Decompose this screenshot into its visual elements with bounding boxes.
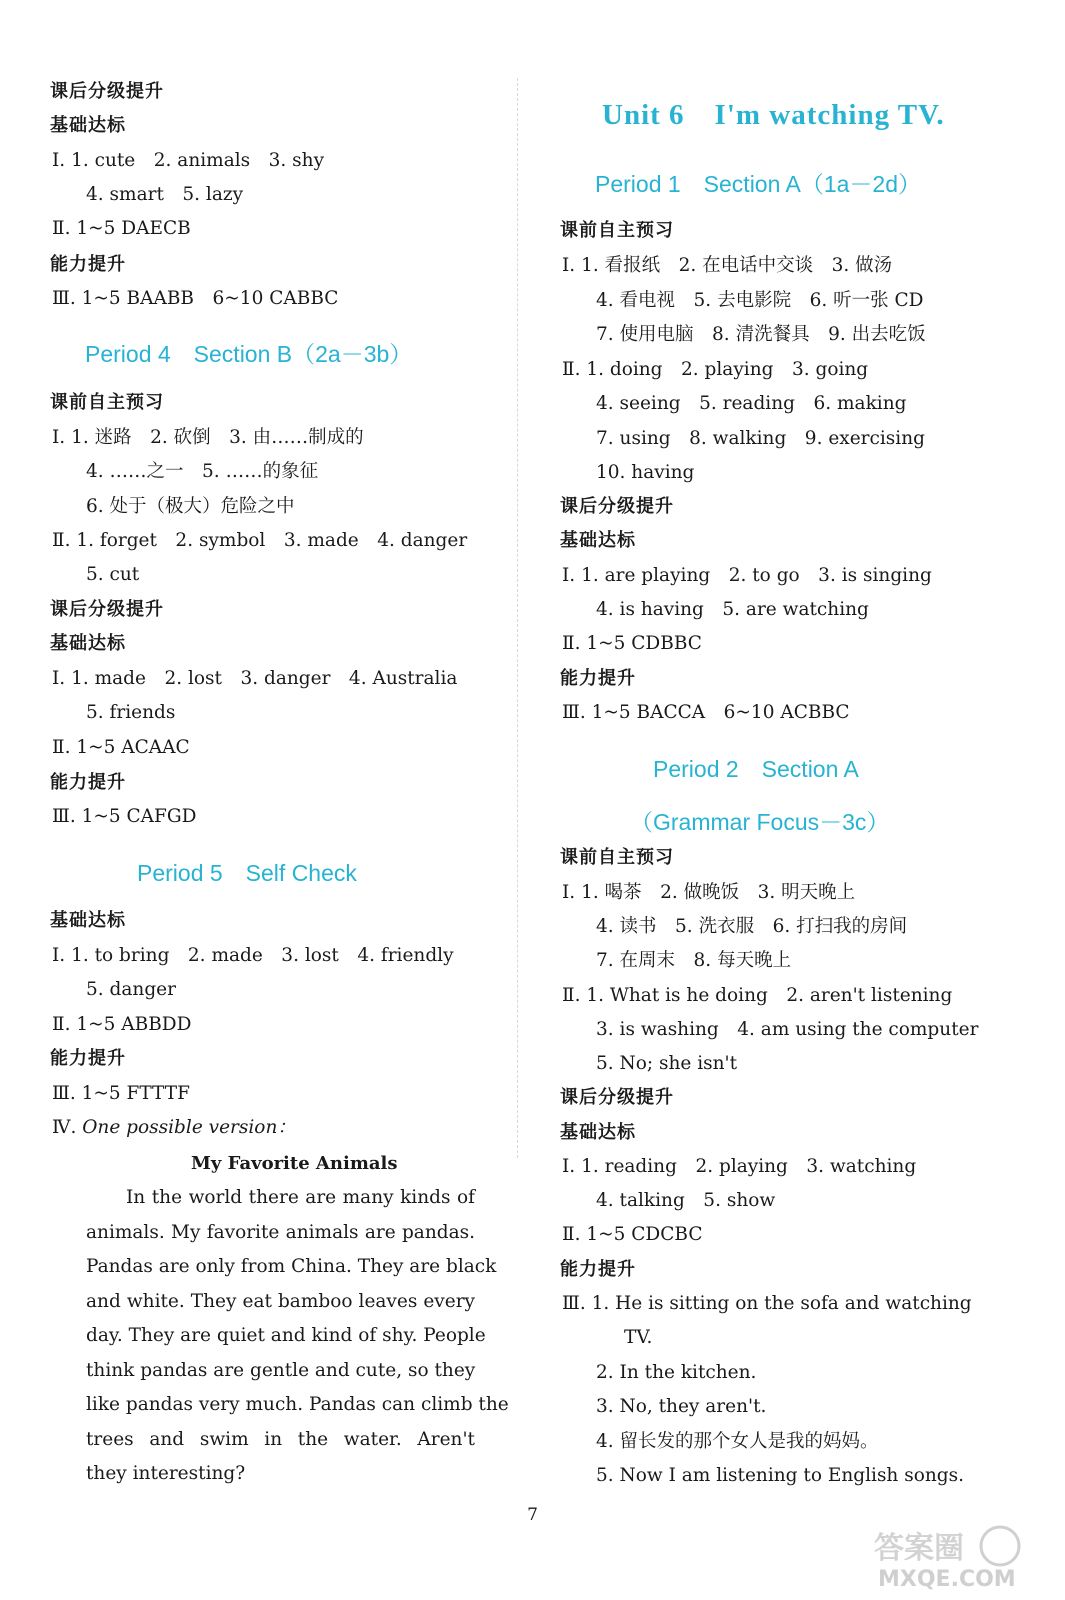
answer-line: Ⅱ. 1~5 CDBBC xyxy=(562,633,702,654)
answer-line: 3. No, they aren't. xyxy=(596,1396,767,1417)
heading-after-class: 课后分级提升 xyxy=(560,1087,674,1108)
answer-line: Ⅰ. 1. to bring 2. made 3. lost 4. friendly xyxy=(52,945,454,966)
answer-line: Ⅱ. 1~5 DAECB xyxy=(52,218,191,239)
answer-line: 4. talking 5. show xyxy=(596,1190,776,1211)
heading-after-class: 课后分级提升 xyxy=(560,496,674,517)
watermark-top: 答案圈 xyxy=(874,1531,964,1566)
answer-line: 4. seeing 5. reading 6. making xyxy=(596,393,907,414)
answer-line: 7. 使用电脑 8. 清洗餐具 9. 出去吃饭 xyxy=(596,324,926,345)
watermark xyxy=(868,1520,1048,1590)
heading-before-class: 课前自主预习 xyxy=(560,220,674,241)
essay-title: My Favorite Animals xyxy=(191,1153,398,1174)
answer-line-iv xyxy=(52,1116,296,1140)
heading-after-class: 课后分级提升 xyxy=(50,81,164,102)
answer-line: Ⅲ. 1~5 CAFGD xyxy=(52,806,197,827)
period-4-title: Period 4 Section B（2a－3b） xyxy=(85,341,413,367)
answer-line: 7. 在周末 8. 每天晚上 xyxy=(596,950,792,971)
answer-line: 4. 看电视 5. 去电影院 6. 听一张 CD xyxy=(596,290,924,311)
answer-line: 5. danger xyxy=(86,979,176,1000)
essay-line: they interesting? xyxy=(86,1463,246,1484)
heading-ability: 能力提升 xyxy=(50,772,126,793)
watermark-circle xyxy=(981,1527,1019,1565)
heading-basic: 基础达标 xyxy=(50,115,126,136)
heading-ability: 能力提升 xyxy=(560,1259,636,1280)
essay-line: and white. They eat bamboo leaves every xyxy=(86,1291,475,1312)
unit-title: Unit 6 I'm watching TV. xyxy=(602,99,945,131)
answer-line: Ⅲ. 1~5 FTTTF xyxy=(52,1083,190,1104)
essay-line: think pandas are gentle and cute, so they xyxy=(86,1360,476,1381)
answer-line: 5. friends xyxy=(86,702,176,723)
period-5-title: Period 5 Self Check xyxy=(137,860,357,886)
essay-line: day. They are quiet and kind of shy. People xyxy=(86,1325,486,1346)
answer-line: 2. In the kitchen. xyxy=(596,1362,757,1383)
answer-line: Ⅰ. 1. are playing 2. to go 3. is singing xyxy=(562,565,932,586)
answer-line: 4. 留长发的那个女人是我的妈妈。 xyxy=(596,1431,879,1452)
answer-line: Ⅰ. 1. 喝茶 2. 做晚饭 3. 明天晚上 xyxy=(562,882,856,903)
answer-line: 4. is having 5. are watching xyxy=(596,599,869,620)
essay-line: animals. My favorite animals are pandas. xyxy=(86,1222,475,1243)
answer-line: 4. ……之一 5. ……的象征 xyxy=(86,461,319,482)
heading-after-class: 课后分级提升 xyxy=(50,599,164,620)
heading-ability: 能力提升 xyxy=(560,668,636,689)
page-number: 7 xyxy=(527,1505,538,1525)
answer-line: Ⅲ. 1~5 BACCA 6~10 ACBBC xyxy=(562,702,850,723)
essay-line: like pandas very much. Pandas can climb the xyxy=(86,1394,509,1415)
answer-line: Ⅱ. 1~5 CDCBC xyxy=(562,1224,703,1245)
answer-line: Ⅱ. 1~5 ABBDD xyxy=(52,1014,192,1035)
answer-line: Ⅱ. 1~5 ACAAC xyxy=(52,737,190,758)
answer-line: 3. is washing 4. am using the computer xyxy=(596,1019,979,1040)
heading-ability: 能力提升 xyxy=(50,1048,126,1069)
answer-line: Ⅰ. 1. reading 2. playing 3. watching xyxy=(562,1156,917,1177)
period-2-subtitle: （Grammar Focus－3c） xyxy=(630,809,890,835)
period-1-title: Period 1 Section A（1a－2d） xyxy=(595,171,922,197)
answer-line: Ⅲ. 1~5 BAABB 6~10 CABBC xyxy=(52,288,339,309)
answer-line: 5. Now I am listening to English songs. xyxy=(596,1465,964,1486)
essay-line: In the world there are many kinds of xyxy=(126,1187,475,1208)
answer-line: 4. 读书 5. 洗衣服 6. 打扫我的房间 xyxy=(596,916,908,937)
heading-basic: 基础达标 xyxy=(50,910,126,931)
heading-before-class: 课前自主预习 xyxy=(50,392,164,413)
heading-basic: 基础达标 xyxy=(50,633,126,654)
heading-before-class: 课前自主预习 xyxy=(560,847,674,868)
answer-line: TV. xyxy=(624,1327,653,1348)
answer-line: Ⅱ. 1. What is he doing 2. aren't listening xyxy=(562,985,953,1006)
answer-line: 7. using 8. walking 9. exercising xyxy=(596,428,925,449)
answer-line: 4. smart 5. lazy xyxy=(86,184,244,205)
watermark-graphic xyxy=(868,1520,1048,1590)
heading-basic: 基础达标 xyxy=(560,1122,636,1143)
answer-line: Ⅰ. 1. 迷路 2. 砍倒 3. 由……制成的 xyxy=(52,427,364,448)
heading-ability: 能力提升 xyxy=(50,254,126,275)
answer-line: Ⅰ. 1. made 2. lost 3. danger 4. Australia xyxy=(52,668,458,689)
answer-line: Ⅱ. 1. forget 2. symbol 3. made 4. danger xyxy=(52,530,468,551)
answer-line: Ⅰ. 1. cute 2. animals 3. shy xyxy=(52,150,325,171)
essay-line: trees and swim in the water. Aren't xyxy=(86,1429,475,1450)
column-divider xyxy=(517,78,518,1158)
roman-numeral: Ⅳ. xyxy=(52,1117,77,1138)
answer-line: Ⅱ. 1. doing 2. playing 3. going xyxy=(562,359,869,380)
version-label: One possible version： xyxy=(82,1117,296,1138)
watermark-bottom: MXQE.COM xyxy=(878,1567,1016,1590)
answer-line: 5. No; she isn't xyxy=(596,1053,738,1074)
essay-line: Pandas are only from China. They are black xyxy=(86,1256,497,1277)
period-2-title: Period 2 Section A xyxy=(653,756,859,782)
answer-line: 5. cut xyxy=(86,564,140,585)
answer-line: 10. having xyxy=(596,462,695,483)
answer-line: 6. 处于（极大）危险之中 xyxy=(86,496,295,517)
answer-line: Ⅰ. 1. 看报纸 2. 在电话中交谈 3. 做汤 xyxy=(562,255,893,276)
heading-basic: 基础达标 xyxy=(560,530,636,551)
answer-line: Ⅲ. 1. He is sitting on the sofa and watching xyxy=(562,1293,972,1314)
